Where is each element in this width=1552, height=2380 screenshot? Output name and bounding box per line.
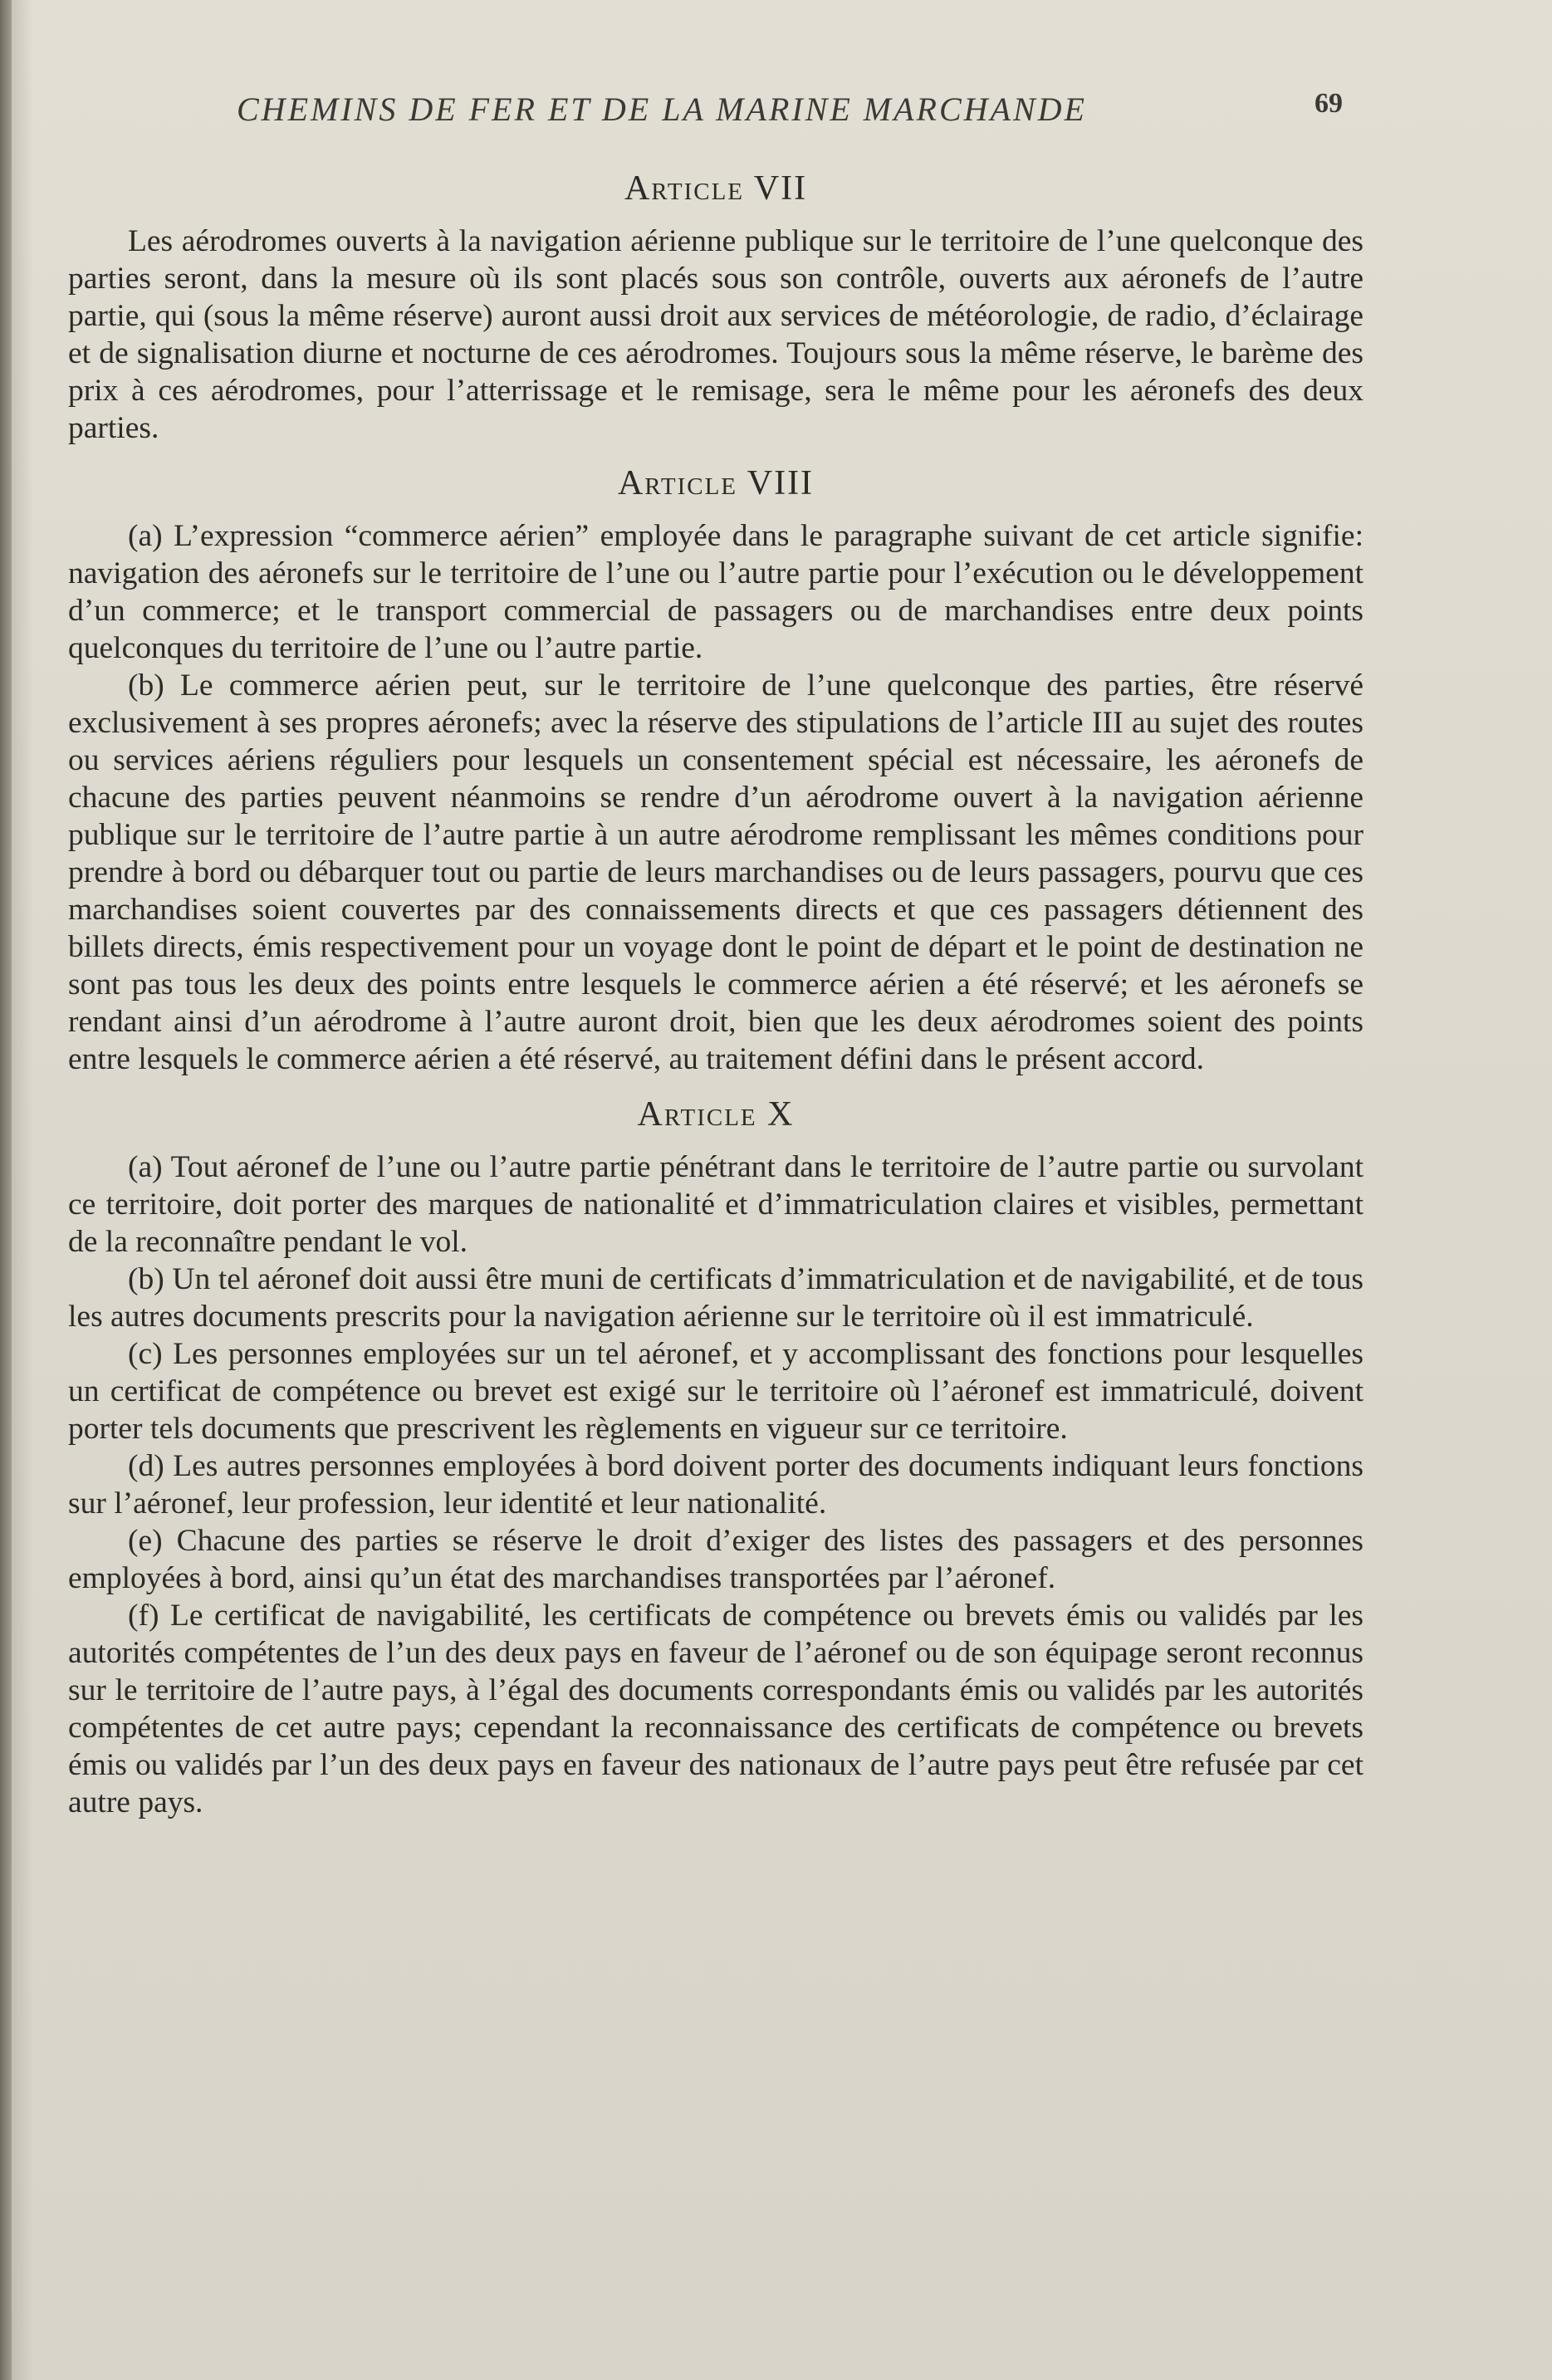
article-x-paragraph-a: (a) Tout aéronef de l’une ou l’autre partie pénétrant dans le territoire de l’autre partie ou survolant ce territoire, doit porter des marques de nationalité et d’immatriculation claires et visibles, permettant de la reconnaître pendant le vol. xyxy=(68,1150,1364,1259)
article-x-paragraph-b: (b) Un tel aéronef doit aussi être muni de certificats d’immatriculation et de navigabilité, et de tous les autres documents prescrits pour la navigation aérienne sur le territoire où il est immatriculé. xyxy=(68,1262,1364,1334)
article-viii-heading: Article VIII xyxy=(617,464,815,502)
article-vii-paragraph: Les aérodromes ouverts à la navigation aérienne publique sur le territoire de l’une quelconque des parties seront, dans la mesure où ils sont placés sous son contrôle, ouverts aux aéronefs de l’autre partie, qui (sous la même réserve) auront aussi droit aux services de météorologie, de radio, d’éclairage et de signalisation diurne et nocturne de ces aérodromes. Toujours sous la même réserve, le barème des prix à ces aérodromes, pour l’atterrissage et le remisage, sera le même pour les aéronefs des deux parties. xyxy=(68,224,1364,445)
book-spine-shadow xyxy=(0,0,12,2380)
article-x-paragraph-c: (c) Les personnes employées sur un tel aéronef, et y accomplissant des fonctions pour lesquelles un certificat de compétence ou brevet est exigé sur le territoire où l’aéronef est immatriculé, doivent porter tels documents que prescrivent les règlements en vigueur sur ce territoire. xyxy=(68,1337,1364,1446)
article-x-heading: Article X xyxy=(637,1095,795,1134)
article-vii-heading: Article VII xyxy=(624,169,808,208)
article-x-paragraph-e: (e) Chacune des parties se réserve le droit d’exiger des listes des passagers et des personnes employées à bord, ainsi qu’un état des marchandises transportées par l’aéronef. xyxy=(68,1524,1364,1595)
page-number: 69 xyxy=(1315,88,1343,119)
running-head: CHEMINS DE FER ET DE LA MARINE MARCHANDE xyxy=(237,91,1087,128)
article-viii-paragraph-a: (a) L’expression “commerce aérien” employée dans le paragraphe suivant de cet article signifie: navigation des aéronefs sur le territoire de l’une ou l’autre partie pour l’exécution ou le développement d’un commerce; et le transport commercial de passagers ou de marchandises entre deux points quelconques du territoire de l’une ou l’autre partie. xyxy=(68,519,1364,665)
article-x-paragraph-f: (f) Le certificat de navigabilité, les certificats de compétence ou brevets émis ou validés par les autorités compétentes de l’un des deux pays en faveur de l’aéronef ou de son équipage seront reconnus sur le territoire de l’autre pays, à l’égal des documents correspondants émis ou validés par les autorités compétentes de cet autre pays; cependant la reconnaissance des certificats de compétence ou brevets émis ou validés par l’un des deux pays en faveur des nationaux de l’autre pays peut être refusée par cet autre pays. xyxy=(68,1599,1364,1819)
article-viii-paragraph-b: (b) Le commerce aérien peut, sur le territoire de l’une quelconque des parties, être réservé exclusivement à ses propres aéronefs; avec la réserve des stipulations de l’article III au sujet des routes ou services aériens réguliers pour lesquels un consentement spécial est nécessaire, les aéronefs de chacune des parties peuvent néanmoins se rendre d’un aérodrome ouvert à la navigation aérienne publique sur le territoire de l’autre partie à un autre aérodrome remplissant les mêmes conditions pour prendre à bord ou débarquer tout ou partie de leurs marchandises ou de leurs passagers, pourvu que ces marchandises soient couvertes par des connaissements directs et que ces passagers détiennent des billets directs, émis respectivement pour un voyage dont le point de départ et le point de destination ne sont pas tous les deux des points entre lesquels le commerce aérien a été réservé; et les aéronefs se rendant ainsi d’un aérodrome à l’autre auront droit, bien que les deux aérodromes soient des points entre lesquels le commerce aérien a été réservé, au traitement défini dans le présent accord. xyxy=(68,668,1364,1076)
article-x-paragraph-d: (d) Les autres personnes employées à bord doivent porter des documents indiquant leurs fonctions sur l’aéronef, leur profession, leur identité et leur nationalité. xyxy=(68,1449,1364,1521)
page-body xyxy=(68,170,1364,1821)
